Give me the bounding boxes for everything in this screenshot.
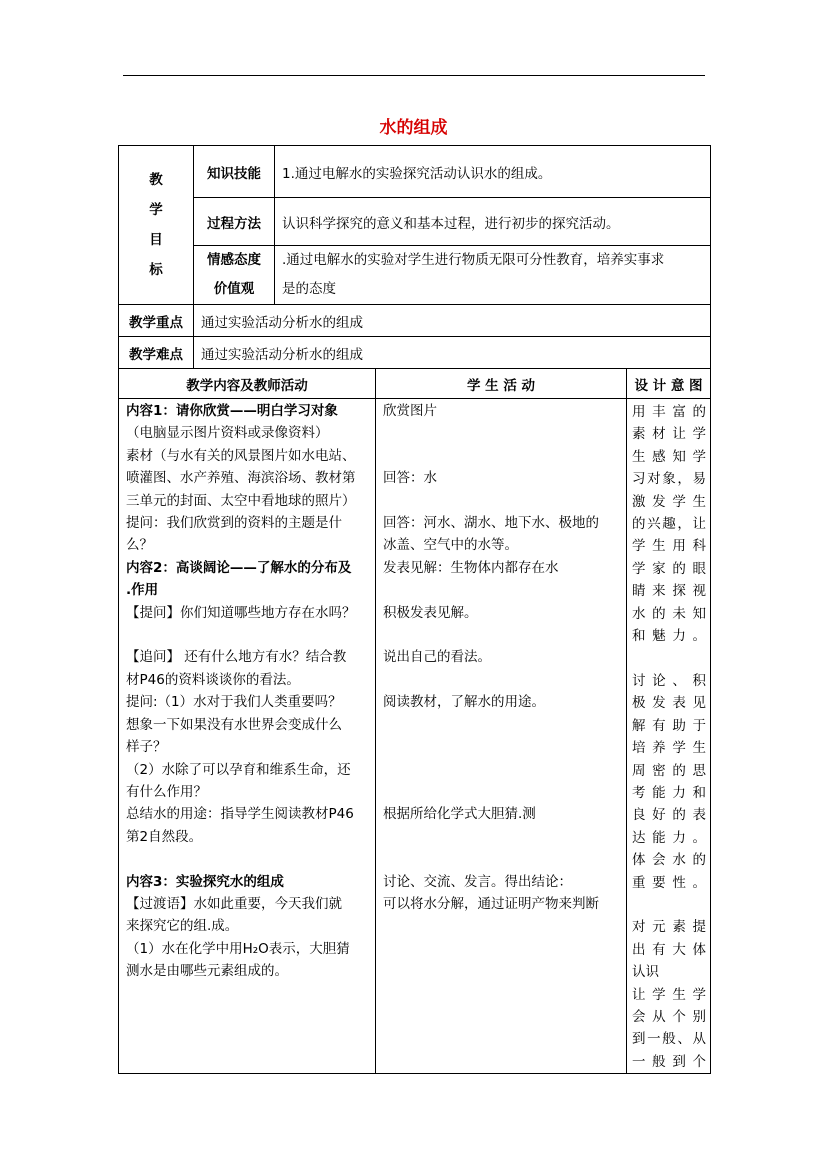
student-line (383, 669, 619, 691)
intent-line: 的兴趣，让 (632, 516, 706, 533)
teacher-line: 想象一下如果没有水世界会变成什么 (126, 716, 342, 733)
student-line (383, 848, 619, 870)
difficult-point-text: 通过实验活动分析水的组成 (194, 337, 711, 369)
knowledge-skill-label: 知识技能 (194, 146, 275, 198)
intent-line: 良好的表 (632, 807, 706, 824)
lesson-table (118, 368, 711, 1074)
process-method-text: 认识科学探究的意义和基本过程，进行初步的探究活动。 (275, 198, 711, 246)
student-line (383, 422, 619, 444)
teacher-line: 测水是由哪些元素组成的。 (126, 963, 288, 980)
student-line: 回答：水 (383, 470, 437, 487)
student-line: 积极发表见解。 (383, 604, 478, 621)
student-line (383, 714, 619, 736)
teacher-line: 来探究它的组.成。 (126, 918, 239, 935)
teacher-line: 【追问】 还有什么地方有水？结合教 (126, 649, 347, 666)
emotion-values-label (194, 246, 275, 305)
intent-line: 和魅力。 (632, 628, 706, 645)
student-line: 发表见解：生物体内都存在水 (383, 559, 559, 576)
teacher-line: 第2自然段。 (126, 828, 203, 845)
intent-line: 对元素提 (632, 919, 706, 936)
teacher-line: 素材（与水有关的风景图片如水电站、 (126, 447, 356, 464)
teacher-line: 内容2：高谈阔论——了解水的分布及 (126, 559, 352, 576)
column-header-teacher: 教学内容及教师活动 (119, 369, 376, 399)
intent-line: 激发学生 (632, 493, 706, 510)
intent-line: 出有大体 (632, 941, 706, 958)
intent-line: 用丰富的 (632, 404, 706, 420)
student-line (383, 781, 619, 803)
difficult-point-label: 教学难点 (119, 337, 194, 369)
student-line (383, 490, 619, 512)
process-method-label: 过程方法 (194, 198, 275, 246)
intent-line: 水的未知 (632, 605, 706, 622)
goals-label-char: 标 (149, 262, 163, 278)
intent-line (632, 647, 706, 669)
student-line (383, 736, 619, 758)
intent-line: 生感知学 (632, 448, 706, 465)
student-line (383, 445, 619, 467)
student-activity-cell (376, 399, 627, 1074)
teacher-line: 三单元的封面、太空中看地球的照片） (126, 492, 356, 509)
teacher-line: 内容1：请你欣赏——明白学习对象 (126, 403, 338, 419)
intent-line: 到一般、从 (632, 1031, 706, 1048)
intent-line: 周密的思 (632, 762, 706, 779)
goals-label-char: 目 (149, 232, 163, 248)
teacher-line (126, 848, 368, 870)
teacher-line: 总结水的用途：指导学生阅读教材P46 (126, 806, 354, 823)
intent-line (632, 894, 706, 916)
student-line: 说出自己的看法。 (383, 649, 491, 666)
header-rule (123, 75, 705, 76)
student-line: 讨论、交流、发言。得出结论： (383, 873, 572, 890)
emotion-text-line: 是的态度 (282, 281, 336, 297)
teacher-line: 【过渡语】水如此重要，今天我们就 (126, 895, 342, 912)
teacher-activity-cell (119, 399, 376, 1074)
teacher-line: （1）水在化学中用H₂O表示，大胆猜 (126, 940, 350, 957)
intent-line: 学生用科 (632, 538, 706, 555)
intent-line: 素材让学 (632, 426, 706, 443)
teacher-line: （2）水除了可以孕育和维系生命，还 (126, 761, 351, 778)
intent-line: 体会水的 (632, 852, 706, 869)
document-title: 水的组成 (379, 118, 448, 138)
student-line (383, 759, 619, 781)
teacher-line: 有什么作用？ (126, 783, 207, 800)
emotion-text-line: .通过电解水的实验对学生进行物质无限可分性教育，培养实事求 (282, 252, 665, 268)
student-line (383, 579, 619, 601)
teacher-line: 样子？ (126, 739, 167, 756)
teacher-line: 材P46的资料谈谈你的看法。 (126, 671, 300, 688)
intent-line: 极发表见 (632, 695, 706, 712)
column-header-intent: 设 计 意 图 (627, 369, 711, 399)
teacher-line: 【提问】你们知道哪些地方存在水吗？ (126, 604, 356, 621)
student-line: 阅读教材，了解水的用途。 (383, 694, 545, 711)
goals-table (118, 145, 711, 369)
student-line: 冰盖、空气中的水等。 (383, 537, 518, 554)
intent-line: 会从个别 (632, 1008, 706, 1025)
teacher-line: 提问:（1）水对于我们人类重要吗？ (126, 694, 342, 711)
teacher-line: .作用 (126, 582, 159, 599)
goals-label-cell (119, 146, 194, 305)
student-line: 根据所给化学式大胆猜.测 (383, 806, 536, 823)
teacher-line: 提问：我们欣赏到的资料的主题是什 (126, 515, 342, 532)
intent-line: 培养学生 (632, 740, 706, 757)
student-line: 可以将水分解，通过证明产物来判断 (383, 895, 599, 912)
teacher-line: 内容3：实验探究水的组成 (126, 873, 284, 890)
intent-line: 让学生学 (632, 986, 706, 1003)
knowledge-skill-text: 1.通过电解水的实验探究活动认识水的组成。 (275, 146, 711, 198)
intent-line: 认识 (632, 964, 659, 981)
intent-line: 解有助于 (632, 717, 706, 734)
goals-label-char: 学 (149, 202, 163, 218)
student-line: 回答：河水、湖水、地下水、极地的 (383, 515, 599, 532)
goals-label-char: 教 (149, 172, 163, 188)
intent-line: 学家的眼 (632, 560, 706, 577)
column-header-student: 学 生 活 动 (376, 369, 627, 399)
values-label-line: 价值观 (213, 281, 255, 297)
teacher-line (126, 624, 368, 646)
intent-line: 考能力和 (632, 784, 706, 801)
emotion-label-line: 情感态度 (207, 252, 261, 268)
student-line (383, 826, 619, 848)
intent-line: 达能力。 (632, 829, 706, 846)
student-line (383, 624, 619, 646)
intent-line: 讨论、积 (632, 672, 706, 689)
teacher-line: （电脑显示图片资料或录像资料） (126, 425, 329, 442)
intent-line: 重要性。 (632, 874, 706, 891)
design-intent-cell (627, 399, 711, 1074)
student-line: 欣赏图片 (383, 403, 437, 419)
emotion-values-text (275, 246, 711, 305)
teacher-line: 喷灌图、水产养殖、海滨浴场、教材第 (126, 470, 356, 487)
key-point-text: 通过实验活动分析水的组成 (194, 305, 711, 337)
teacher-line: 么？ (126, 537, 153, 554)
intent-line: 睛来探视 (632, 583, 706, 600)
intent-line: 一般到个 (632, 1053, 706, 1070)
key-point-label: 教学重点 (119, 305, 194, 337)
intent-line: 习对象，易 (632, 471, 706, 488)
